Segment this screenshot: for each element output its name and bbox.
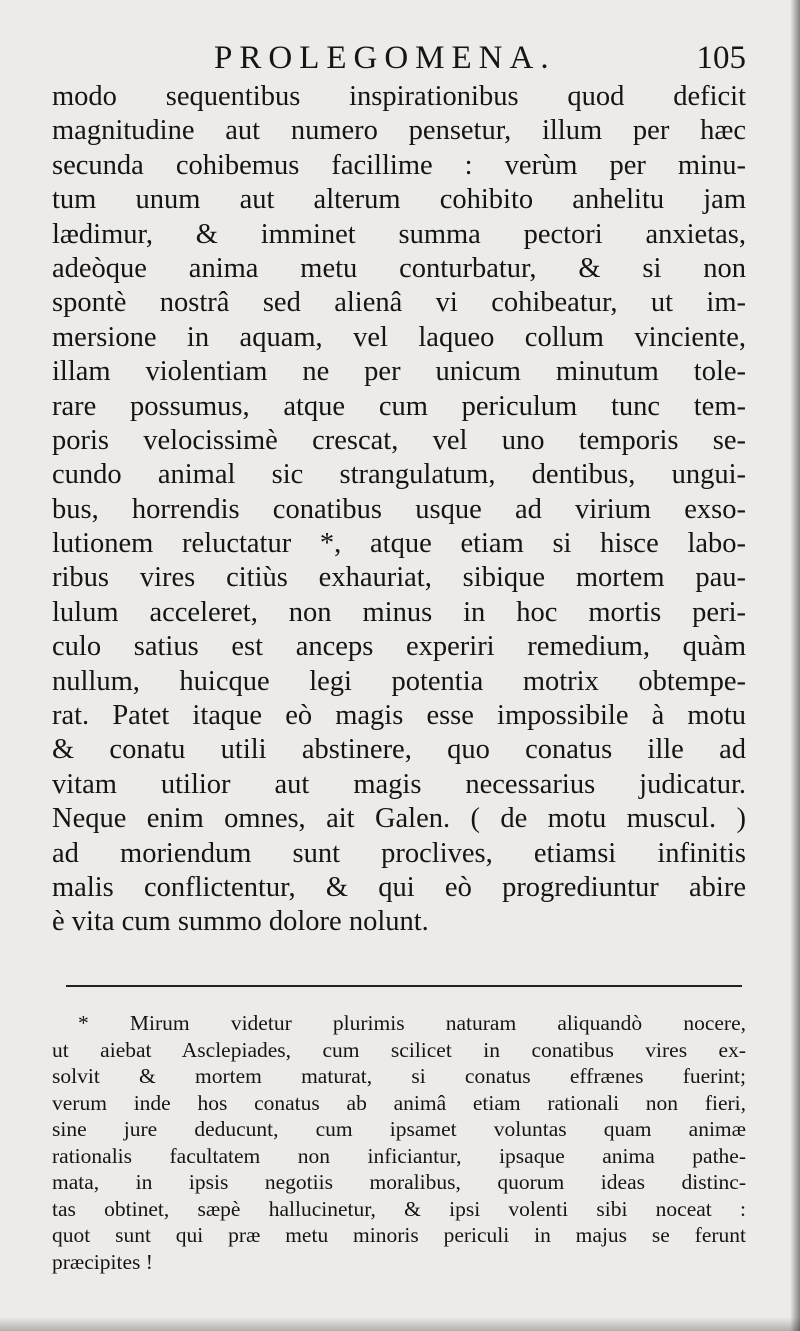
footnote-line: solvit & mortem maturat, si conatus effrænes fuerint; [52,1064,746,1088]
footnote-line: ut aiebat Asclepiades, cum scilicet in conatibus vires ex- [52,1037,746,1062]
page-number: 105 [696,40,746,76]
footnote-line: verum inde hos conatus ab animâ etiam rationali non fieri, [52,1090,746,1115]
body-line: ribus vires citiùs exhauriat, sibique mortem pau- [52,562,746,594]
body-line: magnitudine aut numero pensetur, illum per hæc [52,115,746,147]
body-line: malis conflictentur, & qui eò progrediuntur abire [52,871,746,903]
footnote-line: * Mirum videtur plurimis naturam aliquandò nocere, [78,1011,746,1035]
footnote-line: præcipites ! [52,1249,153,1274]
footnote-line: sine jure deducunt, cum ipsamet voluntas quam animæ [52,1117,746,1141]
body-line: nullum, huicque legi potentia motrix obtempe- [52,665,746,697]
body-line: spontè nostrâ sed alienâ vi cohibeatur, ut im- [52,287,746,319]
body-line: cundo animal sic strangulatum, dentibus, ungui- [52,459,746,491]
body-line: lulum acceleret, non minus in hoc mortis peri- [52,596,746,628]
body-line: rat. Patet itaque eò magis esse impossibile à motu [52,700,746,732]
body-line: rare possumus, atque cum periculum tunc tem- [52,390,746,422]
footnote-line: rationalis facultatem non inficiantur, ipsaque anima pathe- [52,1143,746,1168]
body-line: culo satius est anceps experiri remedium, quàm [52,631,746,663]
running-title: PROLEGOMENA. [214,40,556,76]
footnote-line: mata, in ipsis negotiis moralibus, quorum ideas distinc- [52,1170,746,1194]
footnote-line: tas obtinet, sæpè hallucinetur, & ipsi volenti sibi noceat : [52,1196,746,1221]
body-line: Neque enim omnes, ait Galen. ( de motu muscul. ) [52,803,746,835]
body-line: modo sequentibus inspirationibus quod deficit [52,81,746,112]
footnote [52,1010,746,1275]
main-text [52,80,746,940]
page-header [52,38,752,82]
body-line: lædimur, & imminet summa pectori anxietas, [52,218,746,250]
body-line: poris velocissimè crescat, vel uno temporis se- [52,424,746,456]
body-line: secunda cohibemus facillime : verùm per minu- [52,149,746,181]
body-line: tum unum aut alterum cohibito anhelitu jam [52,184,746,216]
body-line: è vita cum summo dolore nolunt. [52,906,429,938]
body-line: & conatu utili abstinere, quo conatus ille ad [52,734,746,766]
body-line: ad moriendum sunt proclives, etiamsi infinitis [52,837,746,869]
footnote-line: quot sunt qui præ metu minoris periculi in majus se ferunt [52,1223,746,1247]
body-line: vitam utilior aut magis necessarius judicatur. [52,768,746,800]
footnote-divider [66,985,742,987]
body-line: illam violentiam ne per unicum minutum tole- [52,356,746,388]
body-line: mersione in aquam, vel laqueo collum vinciente, [52,321,746,353]
body-line: bus, horrendis conatibus usque ad virium exso- [52,493,746,525]
body-line: lutionem reluctatur *, atque etiam si hisce labo- [52,528,746,560]
body-line: adeòque anima metu conturbatur, & si non [52,252,746,284]
